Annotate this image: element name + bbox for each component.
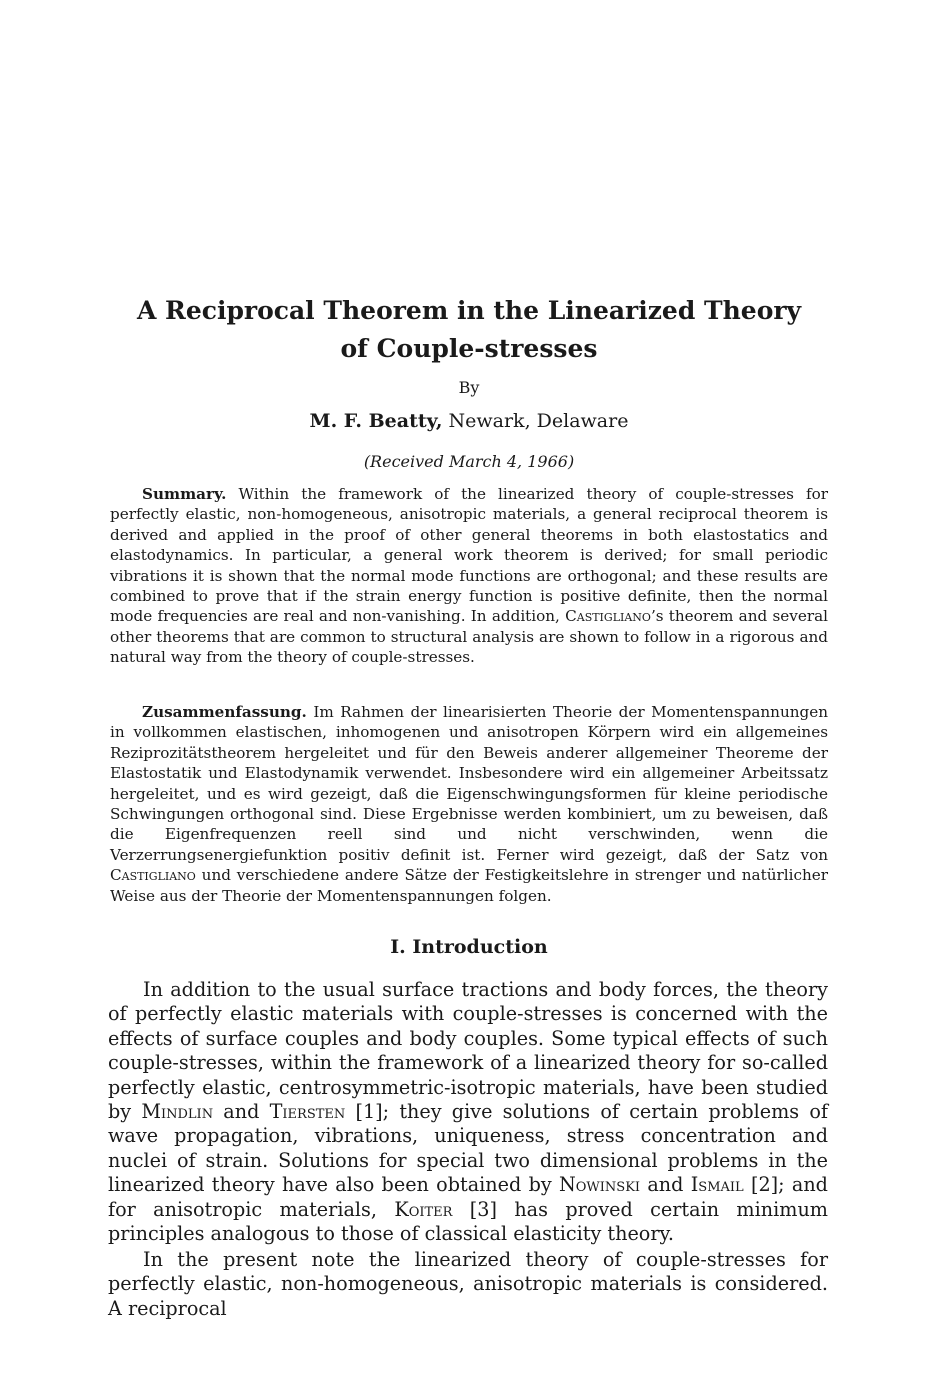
intro-text-c: [2]; and for anisotropic materials,	[108, 1173, 828, 1221]
by-line: By	[458, 378, 480, 397]
intro-text-b: [1]; they give solutions of certain problems of wave propagation, vibrations, uniqueness, stress concentration and nuclei of strain. Solutions for special two dimensional problems in the linearized theory have also been obtained by	[108, 1100, 828, 1197]
author-line	[0, 410, 938, 432]
intro-paragraph-2: In the present note the linearized theory of couple-stresses for perfectly elastic, non-homogeneous, anisotropic materials is considered. A reciprocal	[108, 1248, 828, 1320]
summary-paragraph	[110, 484, 828, 668]
paper-title	[0, 292, 938, 368]
zusammenfassung-text-1: Im Rahmen der linearisierten Theorie der Momentenspannungen in vollkommen elastischen, inhomogenen und anisotropen Körpern wird ein allgemeines Reziprozitätstheorem hergeleitet und für den Beweis anderer allgemeiner Theoreme der Elastostatik und Elastodynamik verwendet. Insbesondere wird ein allgemeiner Arbeitssatz hergeleitet, und es wird gezeigt, daß die Eigenschwingungsformen für kleine periodische Schwingungen orthogonal sind. Diese Ergebnisse werden kombiniert, um zu beweisen, daß die Eigenfrequenzen reell sind und nicht verschwinden, wenn die Verzerrungsenergiefunktion positiv definit ist. Ferner wird gezeigt, daß der Satz von	[110, 703, 829, 864]
received-date: (Received March 4, 1966)	[363, 452, 575, 471]
name-koiter: Koiter	[394, 1197, 453, 1221]
title-line-2: of Couple-stresses	[340, 334, 598, 363]
author-name: M. F. Beatty,	[309, 410, 443, 432]
summary-label: Summary.	[142, 485, 227, 503]
name-nowinski: Nowinski	[558, 1173, 641, 1197]
name-tiersten: Tiersten	[269, 1100, 346, 1124]
name-mindlin: Mindlin	[141, 1100, 214, 1124]
intro-and-1: and	[223, 1100, 260, 1124]
name-ismail: Ismail	[690, 1173, 744, 1197]
zusammenfassung-paragraph	[110, 702, 828, 906]
intro-text-a: In addition to the usual surface tractions and body forces, the theory of perfectly elastic materials with couple-stresses is concerned with the effects of surface couples and body couples. Some typical effects of such couple-stresses, within the framework of a linearized theory for so-called perfectly elastic, centrosymmetric-isotropic materials, have been studied by	[108, 978, 828, 1124]
intro-paragraph-1	[108, 978, 828, 1246]
zusammenfassung-name-castigliano: Castigliano	[110, 866, 196, 885]
summary-text-2: ’s theorem and several other theorems that are common to structural analysis are shown to follow in a rigorous and natural way from the theory of couple-stresses.	[110, 607, 828, 667]
intro-text-d: [3] has proved certain minimum principles analogous to those of classical elasticity theory.	[108, 1197, 828, 1246]
zusammenfassung-text-2: und verschiedene andere Sätze der Festigkeitslehre in strenger und natürlicher Weise aus der Theorie der Momentenspannungen folgen.	[110, 866, 829, 905]
zusammenfassung-label: Zusammenfassung.	[142, 703, 307, 721]
title-line-1: A Reciprocal Theorem in the Linearized Theory	[136, 296, 802, 325]
summary-text-1: Within the framework of the linearized theory of couple-stresses for perfectly elastic, non-homogeneous, anisotropic materials, a general reciprocal theorem is derived and applied in the proof of other general theorems in both elastostatics and elastodynamics. In particular, a general work theorem is derived; for small periodic vibrations it is shown that the normal mode functions are orthogonal; and these results are combined to prove that if the strain energy function is positive definite, then the normal mode frequencies are real and non-vanishing. In addition,	[110, 485, 829, 626]
summary-name-castigliano: Castigliano	[565, 607, 651, 626]
author-location: Newark, Delaware	[448, 410, 629, 432]
section-heading-introduction: I. Introduction	[390, 936, 548, 958]
intro-and-2: and	[647, 1173, 684, 1197]
